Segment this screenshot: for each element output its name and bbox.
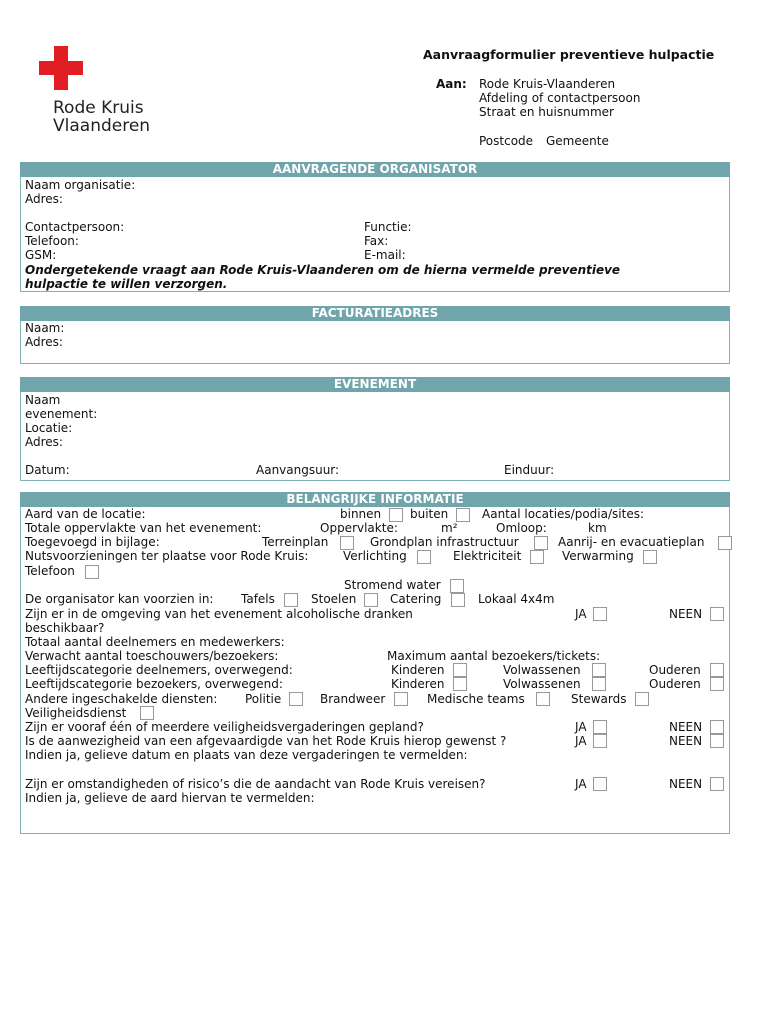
logo-line-1: Rode Kruis: [53, 98, 144, 118]
deeln-ouderen-checkbox[interactable]: [710, 663, 724, 677]
telefoon-label: Telefoon:: [25, 234, 79, 248]
m2-label: m²: [441, 521, 458, 535]
indien-aard-label: Indien ja, gelieve de aard hiervan te vermelden:: [25, 791, 315, 805]
aanwezigheid-neen-label: NEEN: [669, 734, 703, 748]
verwarming-label: Verwarming: [562, 549, 634, 563]
alcohol-neen-label: NEEN: [669, 607, 703, 621]
indien-datum-label: Indien ja, gelieve datum en plaats van deze vergaderingen te vermelden:: [25, 748, 468, 762]
telefoon-checkbox[interactable]: [85, 565, 99, 579]
aard-label: Aard van de locatie:: [25, 507, 146, 521]
toegevoegd-label: Toegevoegd in bijlage:: [25, 535, 160, 549]
bez-ouderen-label: Ouderen: [649, 677, 701, 691]
veiligheidsdienst-checkbox[interactable]: [140, 706, 154, 720]
verwacht-label: Verwacht aantal toeschouwers/bezoekers:: [25, 649, 279, 663]
stewards-label: Stewards: [571, 692, 627, 706]
deeln-volwassenen-label: Volwassenen: [503, 663, 581, 677]
binnen-label: binnen: [340, 507, 382, 521]
to-label: Aan:: [436, 77, 467, 91]
deeln-ouderen-label: Ouderen: [649, 663, 701, 677]
brandweer-label: Brandweer: [320, 692, 386, 706]
grondplan-label: Grondplan infrastructuur: [370, 535, 519, 549]
contactpersoon-label: Contactpersoon:: [25, 220, 125, 234]
nuts-label: Nutsvoorzieningen ter plaatse voor Rode Kruis:: [25, 549, 309, 563]
omstandigheden-ja-checkbox[interactable]: [593, 777, 607, 791]
aanvangsuur-label: Aanvangsuur:: [256, 463, 340, 477]
logo-text: [53, 99, 150, 135]
catering-checkbox[interactable]: [451, 593, 465, 607]
vooraf-ja-label: JA: [575, 720, 587, 734]
omstandigheden-neen-checkbox[interactable]: [710, 777, 724, 791]
aanrij-label: Aanrij- en evacuatieplan: [558, 535, 705, 549]
aanwezigheid-label: Is de aanwezigheid van een afgevaardigde van het Rode Kruis hierop gewenst ?: [25, 734, 507, 748]
tafels-label: Tafels: [241, 592, 275, 606]
functie-label: Functie:: [364, 220, 412, 234]
stoelen-label: Stoelen: [311, 592, 357, 606]
grondplan-checkbox[interactable]: [534, 536, 548, 550]
vooraf-neen-label: NEEN: [669, 720, 703, 734]
alcohol-label-2: beschikbaar?: [25, 621, 105, 635]
terreinplan-label: Terreinplan: [262, 535, 329, 549]
km-label: km: [588, 521, 607, 535]
bez-ouderen-checkbox[interactable]: [710, 677, 724, 691]
statement-line-1: Ondergetekende vraagt aan Rode Kruis-Vlaanderen om de hierna vermelde preventieve: [25, 263, 621, 277]
catering-label: Catering: [390, 592, 442, 606]
buiten-checkbox[interactable]: [456, 508, 470, 522]
logo-line-2: Vlaanderen: [53, 116, 151, 136]
omstandigheden-neen-label: NEEN: [669, 777, 703, 791]
aanwezigheid-neen-checkbox[interactable]: [710, 734, 724, 748]
form-title: Aanvraagformulier preventieve hulpactie: [423, 47, 715, 62]
evenement-adres-label: Adres:: [25, 435, 63, 449]
brandweer-checkbox[interactable]: [394, 692, 408, 706]
to-line-2: Afdeling of contactpersoon: [479, 91, 641, 105]
vooraf-label: Zijn er vooraf één of meerdere veiligheidsvergaderingen gepland?: [25, 720, 424, 734]
totaal-deelnemers-label: Totaal aantal deelnemers en medewerkers:: [25, 635, 285, 649]
statement-line-2: hulpactie te willen verzorgen.: [25, 277, 228, 291]
naam-evenement-label-2: evenement:: [25, 407, 98, 421]
to-line-1: Rode Kruis-Vlaanderen: [479, 77, 616, 91]
adres-label: Adres:: [25, 192, 63, 206]
gsm-label: GSM:: [25, 248, 57, 262]
aanwezigheid-ja-label: JA: [575, 734, 587, 748]
vooraf-ja-checkbox[interactable]: [593, 720, 607, 734]
elektriciteit-checkbox[interactable]: [530, 550, 544, 564]
buiten-label: buiten: [410, 507, 449, 521]
gemeente-label: Gemeente: [546, 134, 609, 148]
tafels-checkbox[interactable]: [284, 593, 298, 607]
verlichting-checkbox[interactable]: [417, 550, 431, 564]
medische-label: Medische teams: [427, 692, 525, 706]
bez-volwassenen-label: Volwassenen: [503, 677, 581, 691]
organisator-voorzien-label: De organisator kan voorzien in:: [25, 592, 214, 606]
maximum-label: Maximum aantal bezoekers/tickets:: [387, 649, 601, 663]
leeftijd-deelnemers-label: Leeftijdscategorie deelnemers, overwegend:: [25, 663, 293, 677]
datum-label: Datum:: [25, 463, 70, 477]
lokaal-label: Lokaal 4x4m: [478, 592, 555, 606]
vooraf-neen-checkbox[interactable]: [710, 720, 724, 734]
verlichting-label: Verlichting: [343, 549, 407, 563]
evenement-section: [20, 377, 730, 481]
veiligheidsdienst-label: Veiligheidsdienst: [25, 706, 127, 720]
email-label: E-mail:: [364, 248, 406, 262]
naam-organisatie-label: Naam organisatie:: [25, 178, 136, 192]
locatie-label: Locatie:: [25, 421, 73, 435]
fax-label: Fax:: [364, 234, 389, 248]
naam-evenement-label-1: Naam: [25, 393, 61, 407]
to-line-3: Straat en huisnummer: [479, 105, 614, 119]
omloop-label: Omloop:: [496, 521, 547, 535]
stewards-checkbox[interactable]: [635, 692, 649, 706]
alcohol-label-1: Zijn er in de omgeving van het evenement alcoholische dranken: [25, 607, 413, 621]
elektriciteit-label: Elektriciteit: [453, 549, 522, 563]
stoelen-checkbox[interactable]: [364, 593, 378, 607]
red-cross-icon-bar: [39, 61, 83, 75]
binnen-checkbox[interactable]: [389, 508, 403, 522]
leeftijd-bezoekers-label: Leeftijdscategorie bezoekers, overwegend:: [25, 677, 283, 691]
andere-diensten-label: Andere ingeschakelde diensten:: [25, 692, 218, 706]
aanrij-checkbox[interactable]: [718, 536, 732, 550]
politie-checkbox[interactable]: [289, 692, 303, 706]
einduur-label: Einduur:: [504, 463, 555, 477]
deeln-kinderen-label: Kinderen: [391, 663, 445, 677]
alcohol-neen-checkbox[interactable]: [710, 607, 724, 621]
terreinplan-checkbox[interactable]: [340, 536, 354, 550]
bez-kinderen-checkbox[interactable]: [453, 677, 467, 691]
alcohol-ja-checkbox[interactable]: [593, 607, 607, 621]
factuur-heading: FACTURATIEADRES: [20, 306, 730, 321]
aantal-locaties-label: Aantal locaties/podia/sites:: [482, 507, 644, 521]
stromend-water-label: Stromend water: [344, 578, 441, 592]
organisator-heading: AANVRAGENDE ORGANISATOR: [20, 162, 730, 177]
info-heading: BELANGRIJKE INFORMATIE: [20, 492, 730, 507]
deeln-volwassenen-checkbox[interactable]: [592, 663, 606, 677]
alcohol-ja-label: JA: [575, 607, 587, 621]
omstandigheden-ja-label: JA: [575, 777, 587, 791]
evenement-heading: EVENEMENT: [20, 377, 730, 392]
verwarming-checkbox[interactable]: [643, 550, 657, 564]
bez-kinderen-label: Kinderen: [391, 677, 445, 691]
politie-label: Politie: [245, 692, 282, 706]
postcode-label: Postcode: [479, 134, 534, 148]
factuur-naam-label: Naam:: [25, 321, 65, 335]
deeln-kinderen-checkbox[interactable]: [453, 663, 467, 677]
omstandigheden-label: Zijn er omstandigheden of risico’s die de aandacht van Rode Kruis vereisen?: [25, 777, 486, 791]
telefoon-nuts-label: Telefoon: [25, 564, 75, 578]
oppervlakte-label: Oppervlakte:: [320, 521, 398, 535]
aanwezigheid-ja-checkbox[interactable]: [593, 734, 607, 748]
medische-checkbox[interactable]: [536, 692, 550, 706]
totale-oppervlakte-label: Totale oppervlakte van het evenement:: [25, 521, 262, 535]
stromend-water-checkbox[interactable]: [450, 579, 464, 593]
factuur-adres-label: Adres:: [25, 335, 63, 349]
bez-volwassenen-checkbox[interactable]: [592, 677, 606, 691]
